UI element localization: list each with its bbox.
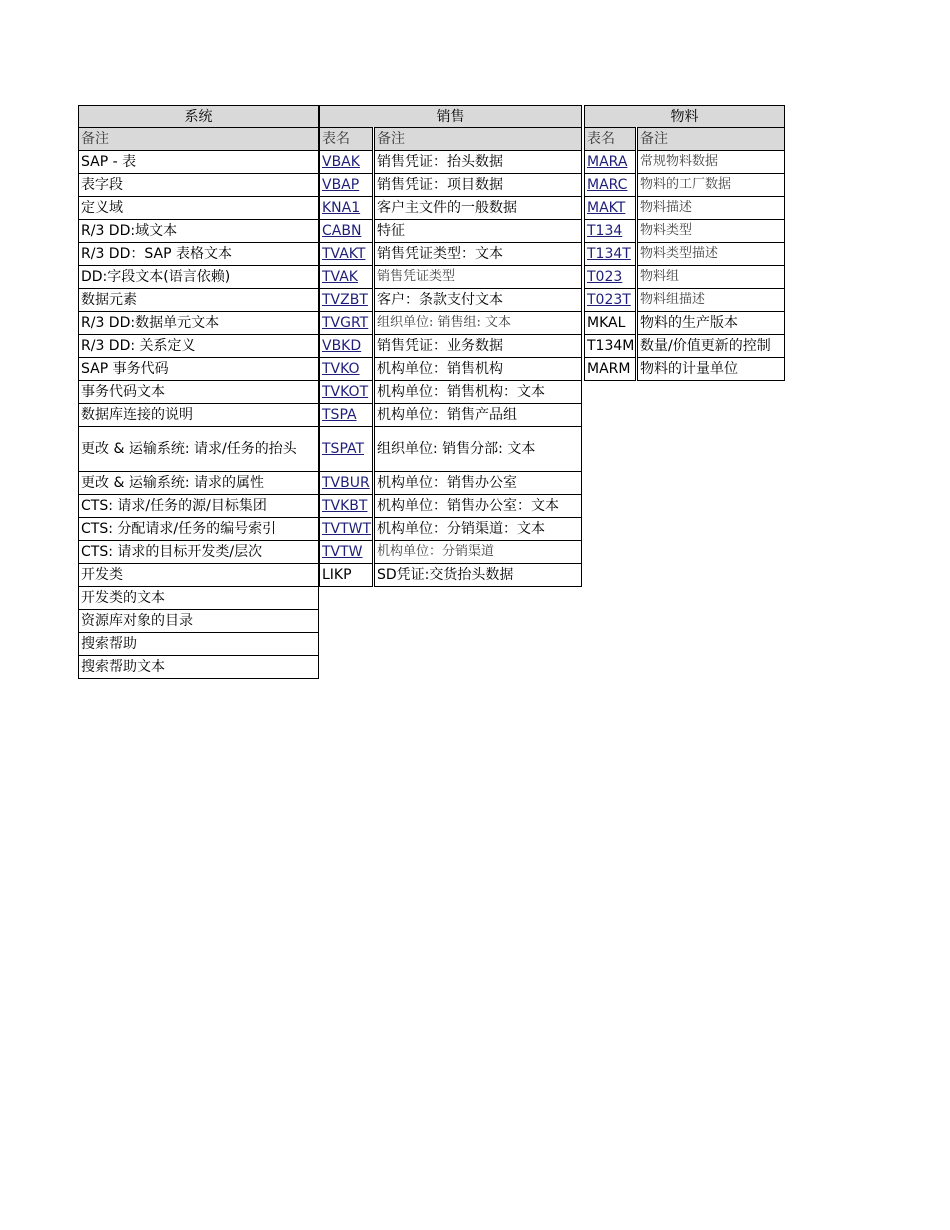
system-row: 开发类的文本 bbox=[79, 587, 319, 610]
system-row: 事务代码文本 bbox=[79, 381, 319, 404]
table-note: 销售凭证：抬头数据 bbox=[374, 151, 582, 174]
system-row: 表字段 bbox=[79, 174, 319, 197]
table-link-makt[interactable]: MAKT bbox=[587, 200, 626, 216]
system-row: 更改 & 运输系统: 请求/任务的抬头 bbox=[79, 427, 319, 472]
table-note: 物料类型 bbox=[637, 220, 785, 243]
table-note: 物料组 bbox=[637, 266, 785, 289]
table-link-vbkd[interactable]: VBKD bbox=[322, 338, 362, 354]
table-note: 常规物料数据 bbox=[637, 151, 785, 174]
table-link-tvbur[interactable]: TVBUR bbox=[322, 475, 370, 491]
system-row: R/3 DD：SAP 表格文本 bbox=[79, 243, 319, 266]
material-header-note: 备注 bbox=[637, 128, 785, 151]
material-title: 物料 bbox=[585, 106, 785, 128]
table-note: 销售凭证类型 bbox=[374, 266, 582, 289]
sales-table bbox=[319, 105, 582, 587]
table-link-mara[interactable]: MARA bbox=[587, 154, 628, 170]
system-title: 系统 bbox=[79, 106, 319, 128]
table-code-mkal: MKAL bbox=[585, 312, 637, 335]
table-note: SD凭证:交货抬头数据 bbox=[374, 564, 582, 587]
system-row: R/3 DD: 关系定义 bbox=[79, 335, 319, 358]
table-note: 销售凭证类型：文本 bbox=[374, 243, 582, 266]
table-note: 机构单位：销售产品组 bbox=[374, 404, 582, 427]
table-note: 机构单位：销售办公室：文本 bbox=[374, 495, 582, 518]
material-table bbox=[584, 105, 785, 381]
table-note: 机构单位：分销渠道：文本 bbox=[374, 518, 582, 541]
table-note: 销售凭证：项目数据 bbox=[374, 174, 582, 197]
system-row: 搜索帮助文本 bbox=[79, 656, 319, 679]
system-row: 搜索帮助 bbox=[79, 633, 319, 656]
table-link-t134[interactable]: T134 bbox=[587, 223, 623, 239]
table-link-marc[interactable]: MARC bbox=[587, 177, 628, 193]
table-link-tvgrt[interactable]: TVGRT bbox=[322, 315, 369, 331]
table-note: 销售凭证：业务数据 bbox=[374, 335, 582, 358]
system-row: 资源库对象的目录 bbox=[79, 610, 319, 633]
sales-header-note: 备注 bbox=[374, 128, 582, 151]
table-link-t023[interactable]: T023 bbox=[587, 269, 623, 285]
table-link-tvzbt[interactable]: TVZBT bbox=[322, 292, 368, 308]
system-row: SAP 事务代码 bbox=[79, 358, 319, 381]
table-note: 物料的计量单位 bbox=[637, 358, 785, 381]
system-header-note: 备注 bbox=[79, 128, 319, 151]
system-row: 数据元素 bbox=[79, 289, 319, 312]
table-note: 机构单位：销售机构：文本 bbox=[374, 381, 582, 404]
sales-header-table: 表名 bbox=[320, 128, 374, 151]
table-note: 物料的工厂数据 bbox=[637, 174, 785, 197]
system-row: SAP - 表 bbox=[79, 151, 319, 174]
system-row: CTS: 分配请求/任务的编号索引 bbox=[79, 518, 319, 541]
system-row: 更改 & 运输系统: 请求的属性 bbox=[79, 472, 319, 495]
table-link-tspa[interactable]: TSPA bbox=[322, 407, 357, 423]
table-code-marm: MARM bbox=[585, 358, 637, 381]
table-link-tvkbt[interactable]: TVKBT bbox=[322, 498, 368, 514]
table-note: 数量/价值更新的控制 bbox=[637, 335, 785, 358]
table-note: 机构单位：销售办公室 bbox=[374, 472, 582, 495]
system-table bbox=[78, 105, 319, 679]
table-link-t023t[interactable]: T023T bbox=[587, 292, 631, 308]
table-note: 客户：条款支付文本 bbox=[374, 289, 582, 312]
table-link-tvko[interactable]: TVKO bbox=[322, 361, 360, 377]
system-row: R/3 DD:域文本 bbox=[79, 220, 319, 243]
system-row: DD:字段文本(语言依赖) bbox=[79, 266, 319, 289]
table-link-tspat[interactable]: TSPAT bbox=[322, 441, 365, 457]
table-note: 机构单位：分销渠道 bbox=[374, 541, 582, 564]
table-code-likp: LIKP bbox=[320, 564, 374, 587]
table-link-cabn[interactable]: CABN bbox=[322, 223, 362, 239]
table-note: 组织单位: 销售分部: 文本 bbox=[374, 427, 582, 472]
sales-title: 销售 bbox=[320, 106, 582, 128]
table-link-vbak[interactable]: VBAK bbox=[322, 154, 360, 170]
table-note: 客户主文件的一般数据 bbox=[374, 197, 582, 220]
table-link-tvtwt[interactable]: TVTWT bbox=[322, 521, 372, 537]
table-note: 组织单位: 销售组: 文本 bbox=[374, 312, 582, 335]
system-row: CTS: 请求/任务的源/目标集团 bbox=[79, 495, 319, 518]
table-link-kna1[interactable]: KNA1 bbox=[322, 200, 361, 216]
system-row: 定义域 bbox=[79, 197, 319, 220]
table-note: 物料描述 bbox=[637, 197, 785, 220]
table-note: 物料组描述 bbox=[637, 289, 785, 312]
system-row: R/3 DD:数据单元文本 bbox=[79, 312, 319, 335]
system-row: 开发类 bbox=[79, 564, 319, 587]
table-link-tvakt[interactable]: TVAKT bbox=[322, 246, 366, 262]
system-row: CTS: 请求的目标开发类/层次 bbox=[79, 541, 319, 564]
table-note: 特征 bbox=[374, 220, 582, 243]
table-link-tvkot[interactable]: TVKOT bbox=[322, 384, 369, 400]
table-link-vbap[interactable]: VBAP bbox=[322, 177, 360, 193]
table-link-t134t[interactable]: T134T bbox=[587, 246, 631, 262]
system-row: 数据库连接的说明 bbox=[79, 404, 319, 427]
table-link-tvtw[interactable]: TVTW bbox=[322, 544, 363, 560]
table-note: 物料的生产版本 bbox=[637, 312, 785, 335]
table-link-tvak[interactable]: TVAK bbox=[322, 269, 358, 285]
table-code-t134m: T134M bbox=[585, 335, 637, 358]
material-header-table: 表名 bbox=[585, 128, 637, 151]
table-note: 机构单位：销售机构 bbox=[374, 358, 582, 381]
table-note: 物料类型描述 bbox=[637, 243, 785, 266]
